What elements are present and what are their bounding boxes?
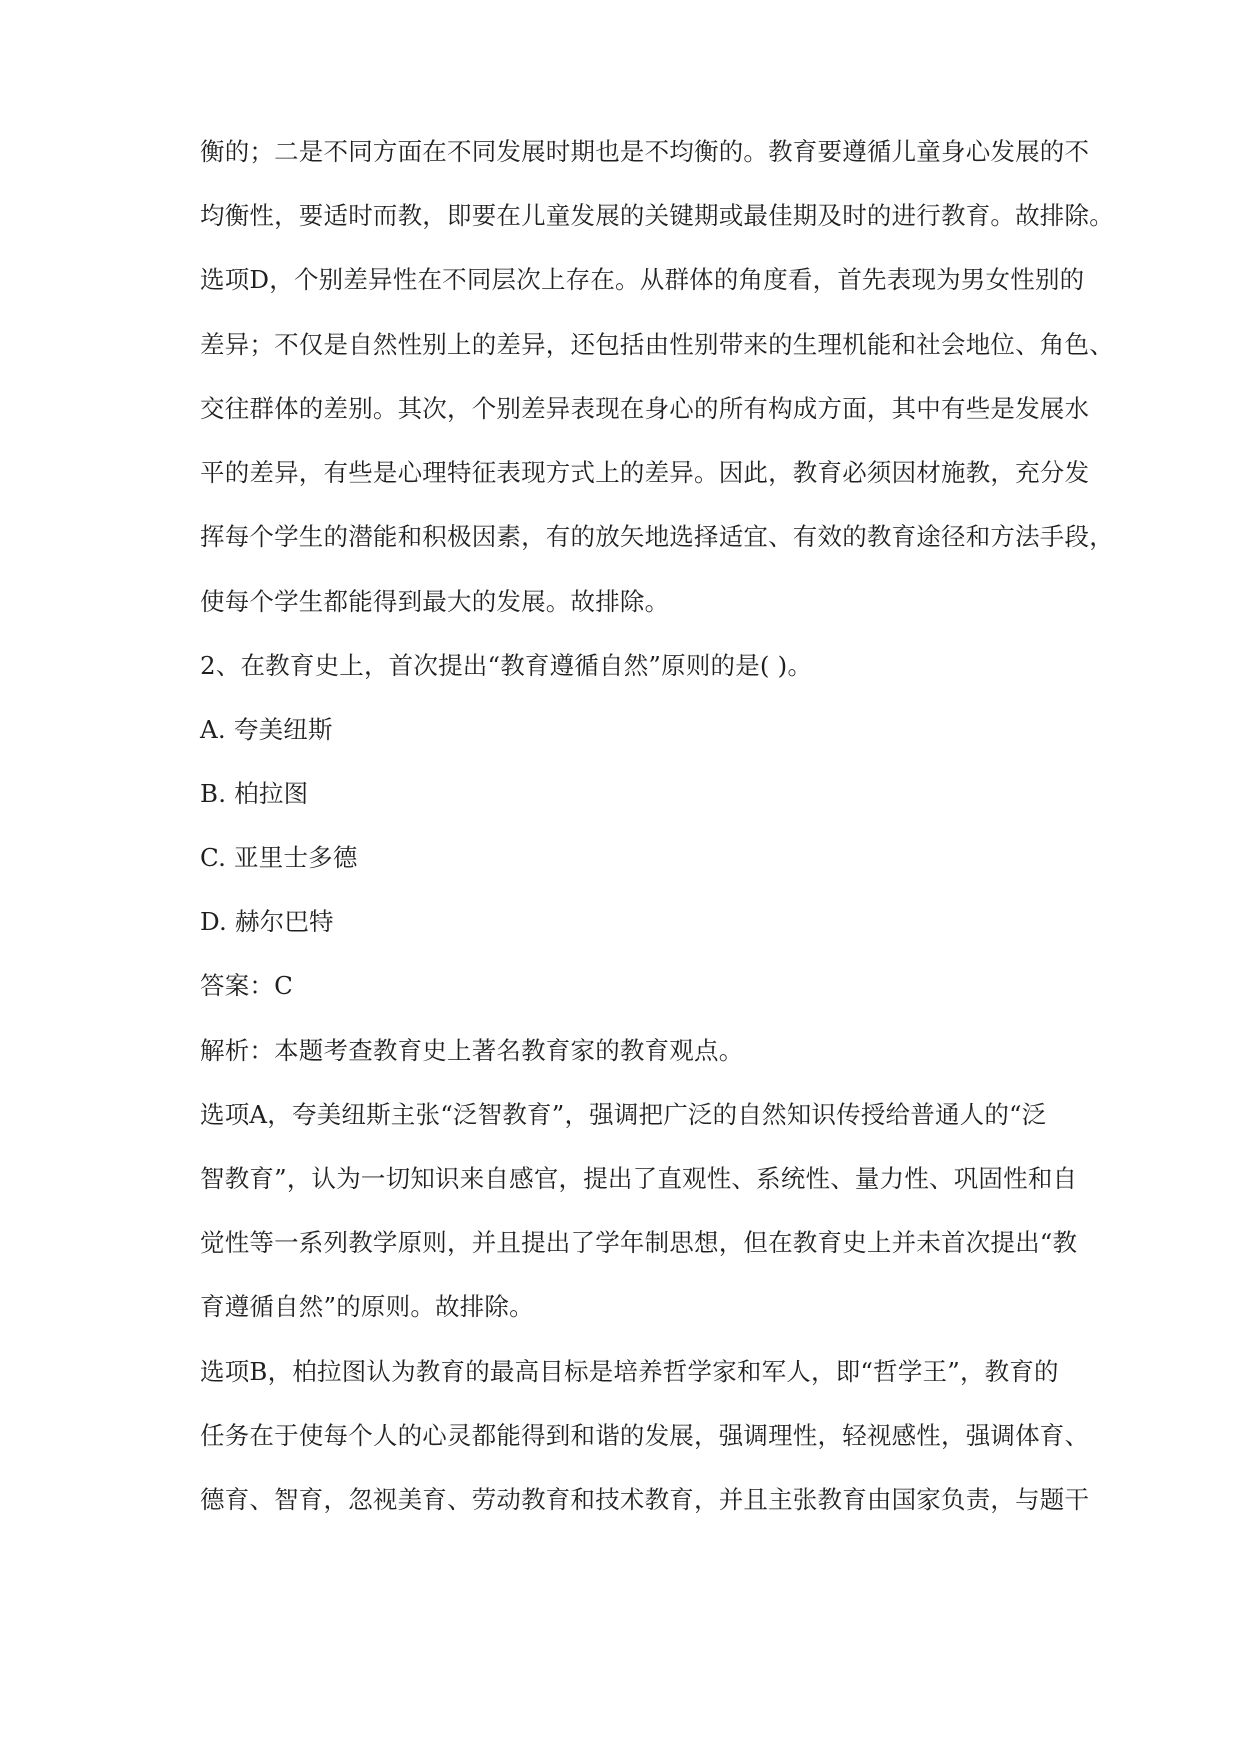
option-d: D. 赫尔巴特 (200, 907, 334, 936)
option-a: A. 夸美纽斯 (200, 715, 333, 744)
text-line: 挥每个学生的潜能和积极因素，有的放矢地选择适宜、有效的教育途径和方法手段， (200, 522, 1114, 551)
text-line: 平的差异，有些是心理特征表现方式上的差异。因此，教育必须因材施教，充分发 (200, 458, 1090, 487)
text-line: 德育、智育，忽视美育、劳动教育和技术教育，并且主张教育由国家负责，与题干 (200, 1485, 1090, 1514)
text-line: 育遵循自然”的原则。故排除。 (200, 1292, 534, 1321)
text-line: 选项B，柏拉图认为教育的最高目标是培养哲学家和军人，即“哲学王”，教育的 (200, 1357, 1059, 1386)
text-line: 选项D，个别差异性在不同层次上存在。从群体的角度看，首先表现为男女性别的 (200, 265, 1085, 294)
option-b: B. 柏拉图 (200, 779, 309, 808)
text-line: 任务在于使每个人的心灵都能得到和谐的发展，强调理性，轻视感性，强调体育、 (200, 1421, 1090, 1450)
option-c: C. 亚里士多德 (200, 843, 358, 872)
analysis-line: 解析：本题考查教育史上著名教育家的教育观点。 (200, 1036, 744, 1065)
text-line: 均衡性，要适时而教，即要在儿童发展的关键期或最佳期及时的进行教育。故排除。 (200, 201, 1114, 230)
text-line: 衡的；二是不同方面在不同发展时期也是不均衡的。教育要遵循儿童身心发展的不 (200, 137, 1090, 166)
text-line: 觉性等一系列教学原则，并且提出了学年制思想，但在教育史上并未首次提出“教 (200, 1228, 1078, 1257)
text-line: 交往群体的差别。其次，个别差异表现在身心的所有构成方面，其中有些是发展水 (200, 394, 1090, 423)
text-line: 选项A，夸美纽斯主张“泛智教育”，强调把广泛的自然知识传授给普通人的“泛 (200, 1100, 1047, 1129)
text-line: 使每个学生都能得到最大的发展。故排除。 (200, 587, 670, 616)
text-line: 差异；不仅是自然性别上的差异，还包括由性别带来的生理机能和社会地位、角色、 (200, 330, 1114, 359)
answer-line: 答案：C (200, 971, 294, 1000)
question-text: 2、在教育史上，首次提出“教育遵循自然”原则的是( )。 (200, 651, 813, 680)
text-line: 智教育”，认为一切知识来自感官，提出了直观性、系统性、量力性、巩固性和自 (200, 1164, 1078, 1193)
